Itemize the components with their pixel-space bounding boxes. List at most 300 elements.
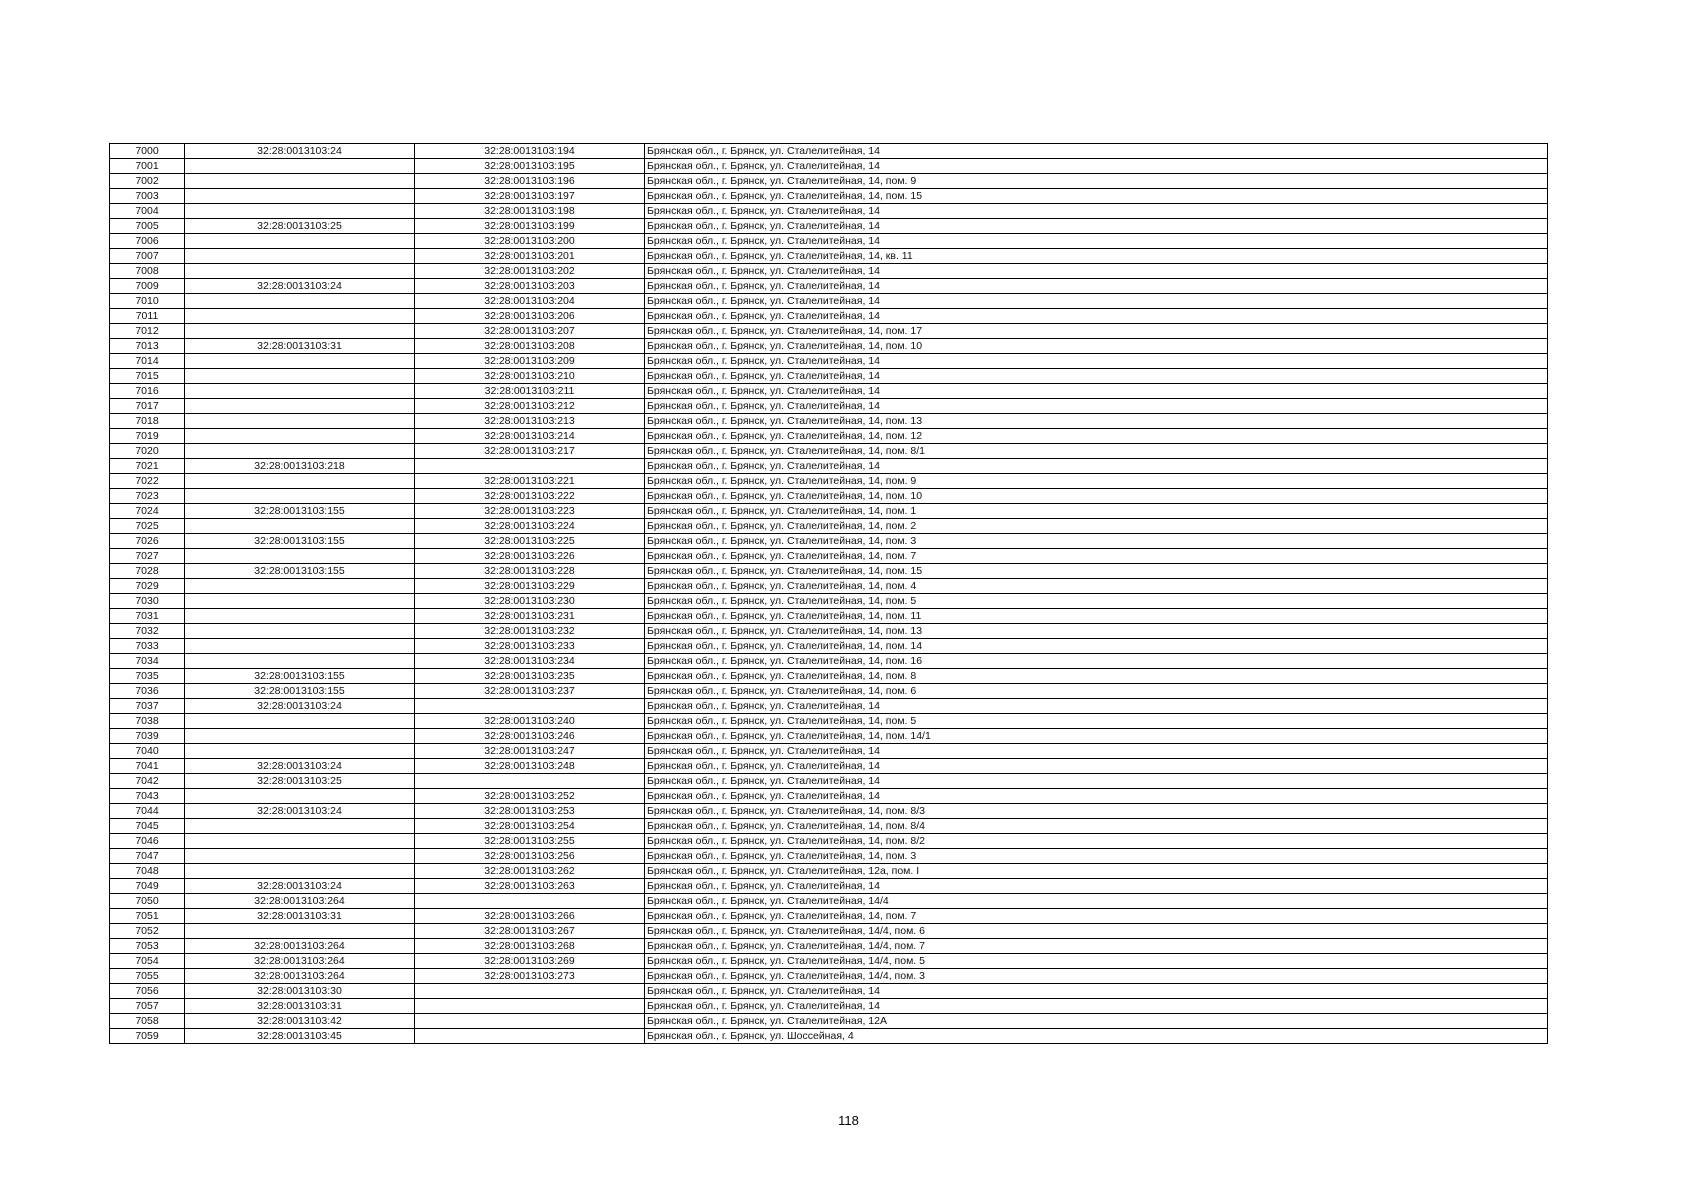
row-number-cell: 7038 [110, 714, 185, 729]
address-cell: Брянская обл., г. Брянск, ул. Сталелитейная, 14, пом. 6 [645, 684, 1548, 699]
table-row [110, 369, 1548, 384]
parent-cadastral-cell: 32:28:0013103:264 [185, 954, 415, 969]
cadastral-number-cell: 32:28:0013103:247 [415, 744, 645, 759]
row-number-cell: 7012 [110, 324, 185, 339]
parent-cadastral-cell [185, 384, 415, 399]
row-number-cell: 7047 [110, 849, 185, 864]
table-row [110, 954, 1548, 969]
table-row [110, 744, 1548, 759]
table-row [110, 774, 1548, 789]
parent-cadastral-cell [185, 714, 415, 729]
parent-cadastral-cell: 32:28:0013103:45 [185, 1029, 415, 1044]
cadastral-number-cell: 32:28:0013103:235 [415, 669, 645, 684]
parent-cadastral-cell: 32:28:0013103:31 [185, 339, 415, 354]
row-number-cell: 7032 [110, 624, 185, 639]
table-row [110, 249, 1548, 264]
address-cell: Брянская обл., г. Брянск, ул. Сталелитейная, 14 [645, 699, 1548, 714]
table-row [110, 789, 1548, 804]
table-row [110, 339, 1548, 354]
table-row [110, 294, 1548, 309]
table-row [110, 684, 1548, 699]
table-row [110, 609, 1548, 624]
parent-cadastral-cell [185, 264, 415, 279]
cadastral-number-cell: 32:28:0013103:204 [415, 294, 645, 309]
parent-cadastral-cell [185, 609, 415, 624]
address-cell: Брянская обл., г. Брянск, ул. Сталелитейная, 14 [645, 399, 1548, 414]
address-cell: Брянская обл., г. Брянск, ул. Сталелитейная, 14 [645, 294, 1548, 309]
table-row [110, 639, 1548, 654]
row-number-cell: 7025 [110, 519, 185, 534]
row-number-cell: 7027 [110, 549, 185, 564]
address-cell: Брянская обл., г. Брянск, ул. Сталелитейная, 14 [645, 744, 1548, 759]
address-cell: Брянская обл., г. Брянск, ул. Сталелитейная, 14, пом. 16 [645, 654, 1548, 669]
cadastral-number-cell: 32:28:0013103:237 [415, 684, 645, 699]
row-number-cell: 7015 [110, 369, 185, 384]
parent-cadastral-cell [185, 789, 415, 804]
cadastral-number-cell: 32:28:0013103:267 [415, 924, 645, 939]
table-row [110, 699, 1548, 714]
table-row [110, 654, 1548, 669]
row-number-cell: 7053 [110, 939, 185, 954]
table-row [110, 459, 1548, 474]
row-number-cell: 7051 [110, 909, 185, 924]
row-number-cell: 7043 [110, 789, 185, 804]
parent-cadastral-cell [185, 324, 415, 339]
cadastral-number-cell: 32:28:0013103:246 [415, 729, 645, 744]
cadastral-number-cell: 32:28:0013103:194 [415, 144, 645, 159]
parent-cadastral-cell: 32:28:0013103:24 [185, 759, 415, 774]
address-cell: Брянская обл., г. Брянск, ул. Сталелитейная, 14, пом. 8/3 [645, 804, 1548, 819]
parent-cadastral-cell: 32:28:0013103:31 [185, 999, 415, 1014]
parent-cadastral-cell: 32:28:0013103:24 [185, 144, 415, 159]
row-number-cell: 7048 [110, 864, 185, 879]
parent-cadastral-cell [185, 834, 415, 849]
parent-cadastral-cell [185, 354, 415, 369]
row-number-cell: 7002 [110, 174, 185, 189]
cadastral-number-cell: 32:28:0013103:203 [415, 279, 645, 294]
row-number-cell: 7016 [110, 384, 185, 399]
parent-cadastral-cell [185, 174, 415, 189]
row-number-cell: 7054 [110, 954, 185, 969]
address-cell: Брянская обл., г. Брянск, ул. Сталелитейная, 14, пом. 15 [645, 564, 1548, 579]
cadastral-number-cell: 32:28:0013103:263 [415, 879, 645, 894]
table-row [110, 429, 1548, 444]
table-row [110, 474, 1548, 489]
address-cell: Брянская обл., г. Брянск, ул. Сталелитейная, 14 [645, 219, 1548, 234]
cadastral-number-cell: 32:28:0013103:254 [415, 819, 645, 834]
address-cell: Брянская обл., г. Брянск, ул. Сталелитейная, 14 [645, 789, 1548, 804]
cadastral-number-cell: 32:28:0013103:273 [415, 969, 645, 984]
address-cell: Брянская обл., г. Брянск, ул. Сталелитейная, 14/4 [645, 894, 1548, 909]
row-number-cell: 7037 [110, 699, 185, 714]
parent-cadastral-cell [185, 924, 415, 939]
cadastral-number-cell: 32:28:0013103:207 [415, 324, 645, 339]
parent-cadastral-cell [185, 579, 415, 594]
cadastral-number-cell: 32:28:0013103:197 [415, 189, 645, 204]
parent-cadastral-cell [185, 369, 415, 384]
table-row [110, 444, 1548, 459]
address-cell: Брянская обл., г. Брянск, ул. Сталелитейная, 14, пом. 11 [645, 609, 1548, 624]
parent-cadastral-cell [185, 639, 415, 654]
table-row [110, 594, 1548, 609]
row-number-cell: 7003 [110, 189, 185, 204]
cadastral-number-cell: 32:28:0013103:212 [415, 399, 645, 414]
row-number-cell: 7040 [110, 744, 185, 759]
cadastral-number-cell: 32:28:0013103:224 [415, 519, 645, 534]
parent-cadastral-cell [185, 864, 415, 879]
cadastral-number-cell: 32:28:0013103:206 [415, 309, 645, 324]
parent-cadastral-cell: 32:28:0013103:24 [185, 879, 415, 894]
row-number-cell: 7044 [110, 804, 185, 819]
parent-cadastral-cell [185, 309, 415, 324]
table-row [110, 519, 1548, 534]
cadastral-number-cell [415, 774, 645, 789]
address-cell: Брянская обл., г. Брянск, ул. Сталелитейная, 14, пом. 4 [645, 579, 1548, 594]
cadastral-number-cell: 32:28:0013103:252 [415, 789, 645, 804]
parent-cadastral-cell: 32:28:0013103:155 [185, 564, 415, 579]
cadastral-number-cell [415, 699, 645, 714]
address-cell: Брянская обл., г. Брянск, ул. Сталелитейная, 14, пом. 10 [645, 339, 1548, 354]
parent-cadastral-cell: 32:28:0013103:24 [185, 279, 415, 294]
cadastral-number-cell: 32:28:0013103:196 [415, 174, 645, 189]
row-number-cell: 7004 [110, 204, 185, 219]
parent-cadastral-cell [185, 549, 415, 564]
address-cell: Брянская обл., г. Брянск, ул. Сталелитейная, 12А [645, 1014, 1548, 1029]
parent-cadastral-cell [185, 444, 415, 459]
parent-cadastral-cell [185, 249, 415, 264]
table-row [110, 879, 1548, 894]
table-row [110, 279, 1548, 294]
parent-cadastral-cell [185, 294, 415, 309]
cadastral-number-cell: 32:28:0013103:248 [415, 759, 645, 774]
table-row [110, 759, 1548, 774]
table-row [110, 534, 1548, 549]
table-row [110, 309, 1548, 324]
table-row [110, 924, 1548, 939]
parent-cadastral-cell [185, 654, 415, 669]
row-number-cell: 7021 [110, 459, 185, 474]
parent-cadastral-cell [185, 819, 415, 834]
address-cell: Брянская обл., г. Брянск, ул. Сталелитейная, 14 [645, 354, 1548, 369]
cadastral-number-cell: 32:28:0013103:229 [415, 579, 645, 594]
cadastral-number-cell: 32:28:0013103:201 [415, 249, 645, 264]
cadastral-number-cell: 32:28:0013103:225 [415, 534, 645, 549]
table-row [110, 714, 1548, 729]
table-row [110, 999, 1548, 1014]
address-cell: Брянская обл., г. Брянск, ул. Сталелитейная, 14 [645, 159, 1548, 174]
parent-cadastral-cell [185, 429, 415, 444]
row-number-cell: 7059 [110, 1029, 185, 1044]
cadastral-number-cell: 32:28:0013103:234 [415, 654, 645, 669]
row-number-cell: 7041 [110, 759, 185, 774]
table-row [110, 189, 1548, 204]
address-cell: Брянская обл., г. Брянск, ул. Сталелитейная, 14 [645, 879, 1548, 894]
address-cell: Брянская обл., г. Брянск, ул. Сталелитейная, 14/4, пом. 7 [645, 939, 1548, 954]
address-cell: Брянская обл., г. Брянск, ул. Сталелитейная, 14, пом. 17 [645, 324, 1548, 339]
cadastral-number-cell: 32:28:0013103:223 [415, 504, 645, 519]
row-number-cell: 7024 [110, 504, 185, 519]
cadastral-number-cell: 32:28:0013103:256 [415, 849, 645, 864]
cadastral-number-cell: 32:28:0013103:230 [415, 594, 645, 609]
parent-cadastral-cell: 32:28:0013103:25 [185, 219, 415, 234]
address-cell: Брянская обл., г. Брянск, ул. Сталелитейная, 14 [645, 999, 1548, 1014]
table-row [110, 819, 1548, 834]
table-row [110, 399, 1548, 414]
row-number-cell: 7055 [110, 969, 185, 984]
address-cell: Брянская обл., г. Брянск, ул. Шоссейная, 4 [645, 1029, 1548, 1044]
address-cell: Брянская обл., г. Брянск, ул. Сталелитейная, 14, пом. 8 [645, 669, 1548, 684]
cadastral-number-cell: 32:28:0013103:200 [415, 234, 645, 249]
address-cell: Брянская обл., г. Брянск, ул. Сталелитейная, 14, пом. 7 [645, 909, 1548, 924]
table-row [110, 384, 1548, 399]
parent-cadastral-cell [185, 729, 415, 744]
address-cell: Брянская обл., г. Брянск, ул. Сталелитейная, 14, пом. 14 [645, 639, 1548, 654]
cadastral-number-cell: 32:28:0013103:240 [415, 714, 645, 729]
cadastral-number-cell: 32:28:0013103:195 [415, 159, 645, 174]
row-number-cell: 7033 [110, 639, 185, 654]
address-cell: Брянская обл., г. Брянск, ул. Сталелитейная, 14 [645, 369, 1548, 384]
cadastral-number-cell: 32:28:0013103:233 [415, 639, 645, 654]
row-number-cell: 7029 [110, 579, 185, 594]
parent-cadastral-cell: 32:28:0013103:264 [185, 894, 415, 909]
parent-cadastral-cell [185, 744, 415, 759]
table-row [110, 489, 1548, 504]
cadastral-number-cell [415, 894, 645, 909]
table-row [110, 939, 1548, 954]
row-number-cell: 7045 [110, 819, 185, 834]
address-cell: Брянская обл., г. Брянск, ул. Сталелитейная, 14 [645, 144, 1548, 159]
row-number-cell: 7018 [110, 414, 185, 429]
table-row [110, 849, 1548, 864]
parent-cadastral-cell: 32:28:0013103:264 [185, 969, 415, 984]
table-row [110, 624, 1548, 639]
address-cell: Брянская обл., г. Брянск, ул. Сталелитейная, 14 [645, 279, 1548, 294]
row-number-cell: 7050 [110, 894, 185, 909]
cadastral-number-cell [415, 1029, 645, 1044]
address-cell: Брянская обл., г. Брянск, ул. Сталелитейная, 14, пом. 8/2 [645, 834, 1548, 849]
row-number-cell: 7042 [110, 774, 185, 789]
row-number-cell: 7046 [110, 834, 185, 849]
parent-cadastral-cell [185, 159, 415, 174]
address-cell: Брянская обл., г. Брянск, ул. Сталелитейная, 14 [645, 234, 1548, 249]
address-cell: Брянская обл., г. Брянск, ул. Сталелитейная, 14 [645, 384, 1548, 399]
row-number-cell: 7028 [110, 564, 185, 579]
table-row [110, 579, 1548, 594]
parent-cadastral-cell [185, 849, 415, 864]
row-number-cell: 7014 [110, 354, 185, 369]
row-number-cell: 7035 [110, 669, 185, 684]
row-number-cell: 7007 [110, 249, 185, 264]
address-cell: Брянская обл., г. Брянск, ул. Сталелитейная, 12а, пом. I [645, 864, 1548, 879]
parent-cadastral-cell: 32:28:0013103:264 [185, 939, 415, 954]
cadastral-number-cell: 32:28:0013103:217 [415, 444, 645, 459]
address-cell: Брянская обл., г. Брянск, ул. Сталелитейная, 14, кв. 11 [645, 249, 1548, 264]
parent-cadastral-cell: 32:28:0013103:30 [185, 984, 415, 999]
table-row [110, 549, 1548, 564]
table-row [110, 324, 1548, 339]
cadastral-number-cell: 32:28:0013103:268 [415, 939, 645, 954]
row-number-cell: 7023 [110, 489, 185, 504]
address-cell: Брянская обл., г. Брянск, ул. Сталелитейная, 14, пом. 14/1 [645, 729, 1548, 744]
cadastral-number-cell: 32:28:0013103:198 [415, 204, 645, 219]
row-number-cell: 7001 [110, 159, 185, 174]
table-row [110, 1014, 1548, 1029]
cadastral-number-cell: 32:28:0013103:208 [415, 339, 645, 354]
address-cell: Брянская обл., г. Брянск, ул. Сталелитейная, 14, пом. 15 [645, 189, 1548, 204]
parent-cadastral-cell: 32:28:0013103:155 [185, 669, 415, 684]
cadastral-number-cell: 32:28:0013103:211 [415, 384, 645, 399]
cadastral-number-cell: 32:28:0013103:210 [415, 369, 645, 384]
address-cell: Брянская обл., г. Брянск, ул. Сталелитейная, 14, пом. 7 [645, 549, 1548, 564]
row-number-cell: 7011 [110, 309, 185, 324]
cadastral-number-cell [415, 1014, 645, 1029]
parent-cadastral-cell: 32:28:0013103:218 [185, 459, 415, 474]
cadastral-number-cell: 32:28:0013103:209 [415, 354, 645, 369]
address-cell: Брянская обл., г. Брянск, ул. Сталелитейная, 14, пом. 9 [645, 474, 1548, 489]
cadastral-number-cell: 32:28:0013103:232 [415, 624, 645, 639]
parent-cadastral-cell [185, 489, 415, 504]
row-number-cell: 7000 [110, 144, 185, 159]
address-cell: Брянская обл., г. Брянск, ул. Сталелитейная, 14 [645, 204, 1548, 219]
row-number-cell: 7036 [110, 684, 185, 699]
cadastral-number-cell: 32:28:0013103:221 [415, 474, 645, 489]
address-cell: Брянская обл., г. Брянск, ул. Сталелитейная, 14 [645, 759, 1548, 774]
parent-cadastral-cell: 32:28:0013103:25 [185, 774, 415, 789]
table-row [110, 219, 1548, 234]
row-number-cell: 7057 [110, 999, 185, 1014]
table-row [110, 264, 1548, 279]
row-number-cell: 7008 [110, 264, 185, 279]
table-row [110, 969, 1548, 984]
row-number-cell: 7058 [110, 1014, 185, 1029]
address-cell: Брянская обл., г. Брянск, ул. Сталелитейная, 14, пом. 1 [645, 504, 1548, 519]
cadastral-number-cell: 32:28:0013103:253 [415, 804, 645, 819]
address-cell: Брянская обл., г. Брянск, ул. Сталелитейная, 14, пом. 9 [645, 174, 1548, 189]
address-cell: Брянская обл., г. Брянск, ул. Сталелитейная, 14, пом. 5 [645, 594, 1548, 609]
parent-cadastral-cell [185, 594, 415, 609]
row-number-cell: 7006 [110, 234, 185, 249]
parent-cadastral-cell: 32:28:0013103:31 [185, 909, 415, 924]
parent-cadastral-cell: 32:28:0013103:155 [185, 534, 415, 549]
table-row [110, 1029, 1548, 1044]
table-row [110, 204, 1548, 219]
cadastral-number-cell [415, 999, 645, 1014]
address-cell: Брянская обл., г. Брянск, ул. Сталелитейная, 14/4, пом. 5 [645, 954, 1548, 969]
address-cell: Брянская обл., г. Брянск, ул. Сталелитейная, 14 [645, 309, 1548, 324]
address-cell: Брянская обл., г. Брянск, ул. Сталелитейная, 14, пом. 10 [645, 489, 1548, 504]
row-number-cell: 7005 [110, 219, 185, 234]
cadastral-number-cell: 32:28:0013103:269 [415, 954, 645, 969]
table-row [110, 834, 1548, 849]
address-cell: Брянская обл., г. Брянск, ул. Сталелитейная, 14, пом. 12 [645, 429, 1548, 444]
address-cell: Брянская обл., г. Брянск, ул. Сталелитейная, 14/4, пом. 6 [645, 924, 1548, 939]
parent-cadastral-cell [185, 519, 415, 534]
parent-cadastral-cell [185, 189, 415, 204]
table-row [110, 669, 1548, 684]
table-row [110, 864, 1548, 879]
table-row [110, 144, 1548, 159]
parent-cadastral-cell [185, 624, 415, 639]
parent-cadastral-cell: 32:28:0013103:155 [185, 504, 415, 519]
parent-cadastral-cell [185, 399, 415, 414]
address-cell: Брянская обл., г. Брянск, ул. Сталелитейная, 14 [645, 264, 1548, 279]
address-cell: Брянская обл., г. Брянск, ул. Сталелитейная, 14, пом. 13 [645, 624, 1548, 639]
address-cell: Брянская обл., г. Брянск, ул. Сталелитейная, 14, пом. 3 [645, 534, 1548, 549]
registry-table-body [110, 144, 1548, 1044]
cadastral-number-cell [415, 459, 645, 474]
row-number-cell: 7022 [110, 474, 185, 489]
cadastral-number-cell: 32:28:0013103:222 [415, 489, 645, 504]
cadastral-number-cell: 32:28:0013103:213 [415, 414, 645, 429]
row-number-cell: 7020 [110, 444, 185, 459]
row-number-cell: 7013 [110, 339, 185, 354]
row-number-cell: 7026 [110, 534, 185, 549]
table-row [110, 729, 1548, 744]
cadastral-number-cell: 32:28:0013103:231 [415, 609, 645, 624]
cadastral-number-cell: 32:28:0013103:228 [415, 564, 645, 579]
cadastral-number-cell: 32:28:0013103:202 [415, 264, 645, 279]
row-number-cell: 7030 [110, 594, 185, 609]
address-cell: Брянская обл., г. Брянск, ул. Сталелитейная, 14, пом. 13 [645, 414, 1548, 429]
registry-table [109, 143, 1548, 1044]
table-row [110, 354, 1548, 369]
address-cell: Брянская обл., г. Брянск, ул. Сталелитейная, 14 [645, 774, 1548, 789]
cadastral-number-cell: 32:28:0013103:255 [415, 834, 645, 849]
cadastral-number-cell: 32:28:0013103:199 [415, 219, 645, 234]
row-number-cell: 7010 [110, 294, 185, 309]
cadastral-number-cell: 32:28:0013103:262 [415, 864, 645, 879]
cadastral-number-cell: 32:28:0013103:214 [415, 429, 645, 444]
table-row [110, 564, 1548, 579]
cadastral-number-cell: 32:28:0013103:266 [415, 909, 645, 924]
row-number-cell: 7019 [110, 429, 185, 444]
parent-cadastral-cell: 32:28:0013103:155 [185, 684, 415, 699]
table-row [110, 174, 1548, 189]
table-row [110, 894, 1548, 909]
parent-cadastral-cell: 32:28:0013103:24 [185, 804, 415, 819]
parent-cadastral-cell: 32:28:0013103:42 [185, 1014, 415, 1029]
address-cell: Брянская обл., г. Брянск, ул. Сталелитейная, 14, пом. 3 [645, 849, 1548, 864]
address-cell: Брянская обл., г. Брянск, ул. Сталелитейная, 14/4, пом. 3 [645, 969, 1548, 984]
parent-cadastral-cell: 32:28:0013103:24 [185, 699, 415, 714]
table-row [110, 804, 1548, 819]
address-cell: Брянская обл., г. Брянск, ул. Сталелитейная, 14 [645, 984, 1548, 999]
row-number-cell: 7049 [110, 879, 185, 894]
table-row [110, 909, 1548, 924]
row-number-cell: 7009 [110, 279, 185, 294]
table-row [110, 414, 1548, 429]
cadastral-number-cell [415, 984, 645, 999]
row-number-cell: 7039 [110, 729, 185, 744]
row-number-cell: 7031 [110, 609, 185, 624]
table-row [110, 984, 1548, 999]
address-cell: Брянская обл., г. Брянск, ул. Сталелитейная, 14 [645, 459, 1548, 474]
page-number: 118 [838, 1113, 859, 1128]
parent-cadastral-cell [185, 474, 415, 489]
address-cell: Брянская обл., г. Брянск, ул. Сталелитейная, 14, пом. 8/4 [645, 819, 1548, 834]
address-cell: Брянская обл., г. Брянск, ул. Сталелитейная, 14, пом. 5 [645, 714, 1548, 729]
row-number-cell: 7034 [110, 654, 185, 669]
parent-cadastral-cell [185, 234, 415, 249]
parent-cadastral-cell [185, 204, 415, 219]
row-number-cell: 7017 [110, 399, 185, 414]
address-cell: Брянская обл., г. Брянск, ул. Сталелитейная, 14, пом. 2 [645, 519, 1548, 534]
cadastral-number-cell: 32:28:0013103:226 [415, 549, 645, 564]
parent-cadastral-cell [185, 414, 415, 429]
table-row [110, 159, 1548, 174]
row-number-cell: 7056 [110, 984, 185, 999]
row-number-cell: 7052 [110, 924, 185, 939]
